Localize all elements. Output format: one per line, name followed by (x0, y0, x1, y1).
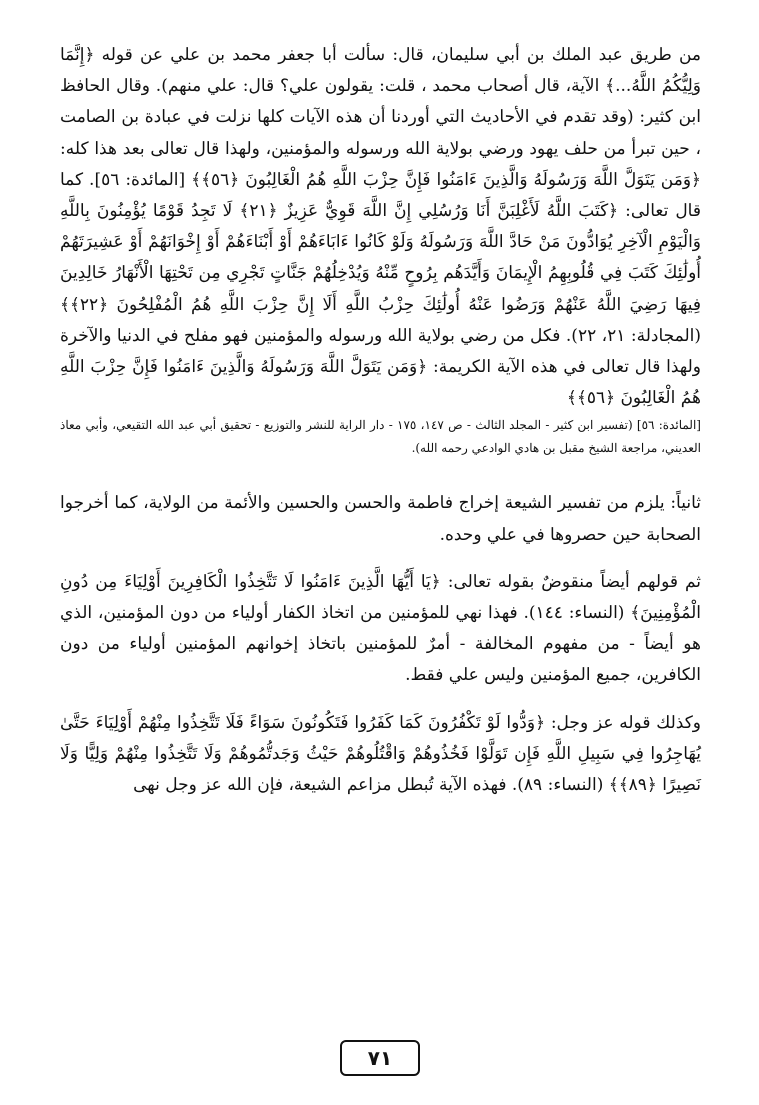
footnote-citation: [المائدة: ٥٦] (تفسير ابن كثير - المجلد الثالث - ص ١٤٧، ١٧٥ - دار الراية للنشر والتوزيع - تحقيق أبي عبد الله التقيعي، وأبي معاذ العديني، مراجعة الشيخ مقبل بن هادي الوادعي رحمه الله). (60, 418, 701, 456)
spacer (60, 692, 701, 708)
spacer (60, 474, 701, 488)
paragraph-4: وكذلك قوله عز وجل: ﴿وَدُّوا لَوْ تَكْفُرُونَ كَمَا كَفَرُوا فَتَكُونُونَ سَوَاءً فَلَا تَتَّخِذُوا مِنْهُمْ أَوْلِيَاءَ حَتَّىٰ يُهَاجِرُوا فِي سَبِيلِ اللَّهِ فَإِن تَوَلَّوْا فَخُذُوهُمْ وَاقْتُلُوهُمْ حَيْثُ وَجَدتُّمُوهُمْ وَلَا تَتَّخِذُوا مِنْهُمْ وَلِيًّا وَلَا نَصِيرًا ﴿٨٩﴾﴾ (النساء: ٨٩). فهذه الآية تُبطل مزاعم الشيعة، فإن الله عز وجل نهى (60, 712, 701, 796)
paragraph-2: ثانياً: يلزم من تفسير الشيعة إخراج فاطمة والحسن والحسين والأئمة من الولاية، كما أخرجوا الصحابة حين حصروها في علي وحده. (60, 493, 701, 545)
paragraph-3: ثم قولهم أيضاً منقوضٌ بقوله تعالى: ﴿يَا أَيُّهَا الَّذِينَ ءَامَنُوا لَا تَتَّخِذُوا الْكَافِرِينَ أَوْلِيَاءَ مِن دُونِ الْمُؤْمِنِينَ﴾ (النساء: ١٤٤). فهذا نهي للمؤمنين من اتخاذ الكفار أولياء من دون المؤمنين، الذي هو أيضاً - من مفهوم المخالفة - أمرٌ للمؤمنين باتخاذ إخوانهم المؤمنين أولياء من دون الكافرين، جميع المؤمنين وليس علي فقط. (60, 571, 702, 686)
paragraph-1: من طريق عبد الملك بن أبي سليمان، قال: سألت أبا جعفر محمد بن علي عن قوله ﴿إِنَّمَا وَلِيُّكُمُ اللَّهُ...﴾ الآية، قال أصحاب محمد ، قلت: يقولون علي؟ قال: علي منهم). وقال الحافظ ابن كثير: (وقد تقدم في الأحاديث التي أوردنا أن هذه الآيات كلها نزلت في عبادة بن الصامت ، حين تبرأ من حلف يهود ورضي بولاية الله ورسوله والمؤمنين، ولهذا قال تعالى بعد هذا كله: ﴿وَمَن يَتَوَلَّ اللَّهَ وَرَسُولَهُ وَالَّذِينَ ءَامَنُوا فَإِنَّ حِزْبَ اللَّهِ هُمُ الْغَالِبُونَ ﴿٥٦﴾﴾ [المائدة: ٥٦]. كما قال تعالى: ﴿كَتَبَ اللَّهُ لَأَغْلِبَنَّ أَنَا وَرُسُلِي إِنَّ اللَّهَ قَوِيٌّ عَزِيزٌ ﴿٢١﴾ لَا تَجِدُ قَوْمًا يُؤْمِنُونَ بِاللَّهِ وَالْيَوْمِ الْآخِرِ يُوَادُّونَ مَنْ حَادَّ اللَّهَ وَرَسُولَهُ وَلَوْ كَانُوا ءَابَاءَهُمْ أَوْ أَبْنَاءَهُمْ أَوْ إِخْوَانَهُمْ أَوْ عَشِيرَتَهُمْ أُولَٰئِكَ كَتَبَ فِي قُلُوبِهِمُ الْإِيمَانَ وَأَيَّدَهُم بِرُوحٍ مِّنْهُ وَيُدْخِلُهُمْ جَنَّاتٍ تَجْرِي مِن تَحْتِهَا الْأَنْهَارُ خَالِدِينَ فِيهَا رَضِيَ اللَّهُ عَنْهُمْ وَرَضُوا عَنْهُ أُولَٰئِكَ حِزْبُ اللَّهِ أَلَا إِنَّ حِزْبَ اللَّهِ هُمُ الْمُفْلِحُونَ ﴿٢٢﴾﴾ (المجادلة: ٢١، ٢٢). فكل من رضي بولاية الله ورسوله والمؤمنين فهو مفلح في الدنيا والآخرة ولهذا قال تعالى في هذه الآية الكريمة: ﴿وَمَن يَتَوَلَّ اللَّهَ وَرَسُولَهُ وَالَّذِينَ ءَامَنُوا فَإِنَّ حِزْبَ اللَّهِ هُمُ الْغَالِبُونَ ﴿٥٦﴾﴾ (60, 45, 701, 409)
spacer (60, 551, 701, 567)
page-body (60, 40, 701, 801)
page-number: ٧١ (340, 1040, 420, 1076)
